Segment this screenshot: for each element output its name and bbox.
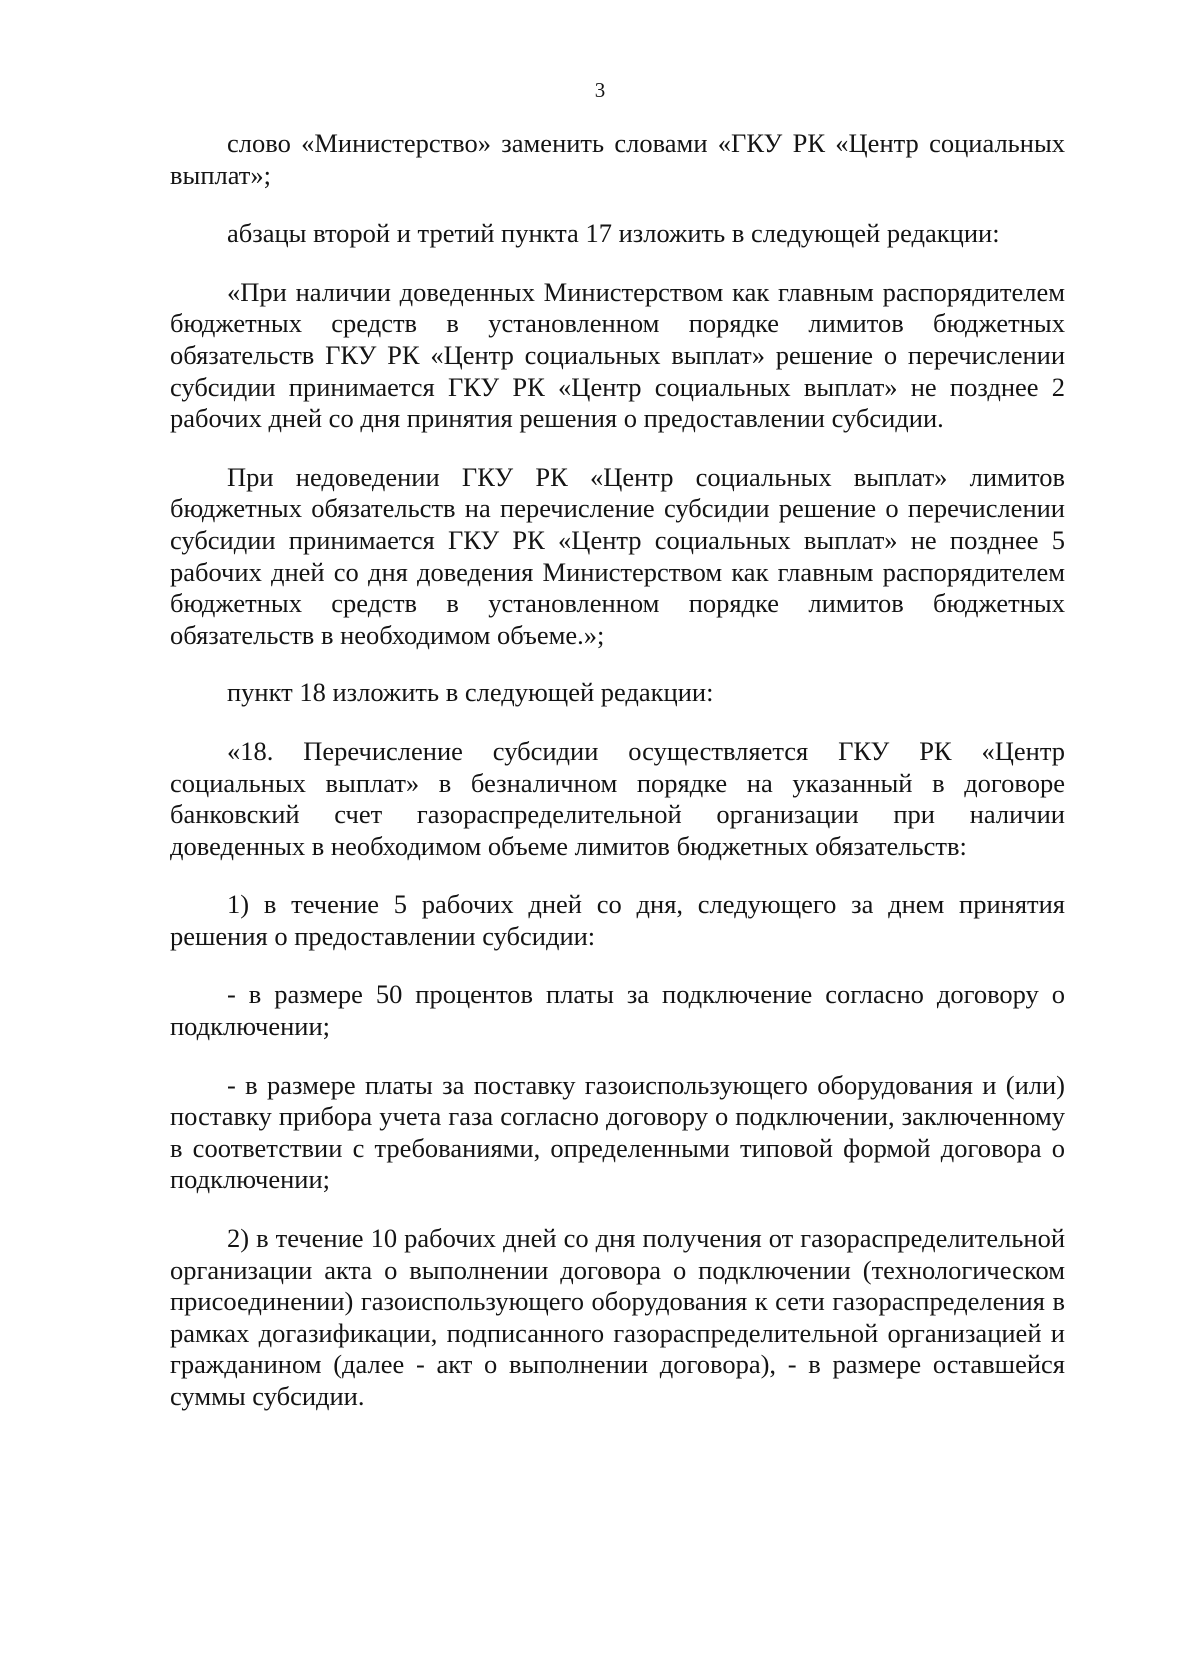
paragraph-dash-connection-fee: - в размере 50 процентов платы за подключение согласно договору о подключении; — [170, 979, 1065, 1042]
paragraph-amend-point-17: абзацы второй и третий пункта 17 изложить в следующей редакции: — [227, 218, 1000, 249]
paragraph-replace-ministry: слово «Министерство» заменить словами «ГКУ РК «Центр социальных выплат»; — [170, 128, 1065, 190]
paragraph-subitem-2: 2) в течение 10 рабочих дней со дня получения от газораспределительной организации акта о выполнении договора о подключении (технологическом присоединении) газоиспользующего оборудования к сети газораспределения в рамках догазификации, подписанного газораспределительной организацией и гражданином (далее - акт о выполнении договора), - в размере оставшейся суммы субсидии. — [170, 1223, 1065, 1411]
paragraph-limits-not-communicated: При недоведении ГКУ РК «Центр социальных выплат» лимитов бюджетных обязательств на перечисление субсидии решение о перечислении субсидии принимается ГКУ РК «Центр социальных выплат» не позднее 5 рабочих дней со дня доведения Министерством как главным распорядителем бюджетных средств в установленном порядке лимитов бюджетных обязательств в необходимом объеме.»; — [170, 461, 1065, 650]
paragraph-amend-point-18: пункт 18 изложить в следующей редакции: — [227, 677, 714, 708]
paragraph-dash-equipment-supply: - в размере платы за поставку газоиспользующего оборудования и (или) поставку прибора учета газа согласно договору о подключении, заключенному в соответствии с требованиями, определенными типовой формой договора о подключении; — [170, 1069, 1065, 1195]
paragraph-point-18-transfer: «18. Перечисление субсидии осуществляется ГКУ РК «Центр социальных выплат» в безналичном порядке на указанный в договоре банковский счет газораспределительной организации при наличии доведенных в необходимом объеме лимитов бюджетных обязательств: — [170, 735, 1065, 861]
page-number: 3 — [594, 78, 606, 102]
paragraph-limits-communicated: «При наличии доведенных Министерством как главным распорядителем бюджетных средств в установленном порядке лимитов бюджетных обязательств ГКУ РК «Центр социальных выплат» решение о перечислении субсидии принимается ГКУ РК «Центр социальных выплат» не позднее 2 рабочих дней со дня принятия решения о предоставлении субсидии. — [170, 276, 1065, 434]
document-body — [170, 128, 1065, 1413]
paragraph-subitem-1: 1) в течение 5 рабочих дней со дня, следующего за днем принятия решения о предоставлении субсидии: — [170, 889, 1065, 951]
